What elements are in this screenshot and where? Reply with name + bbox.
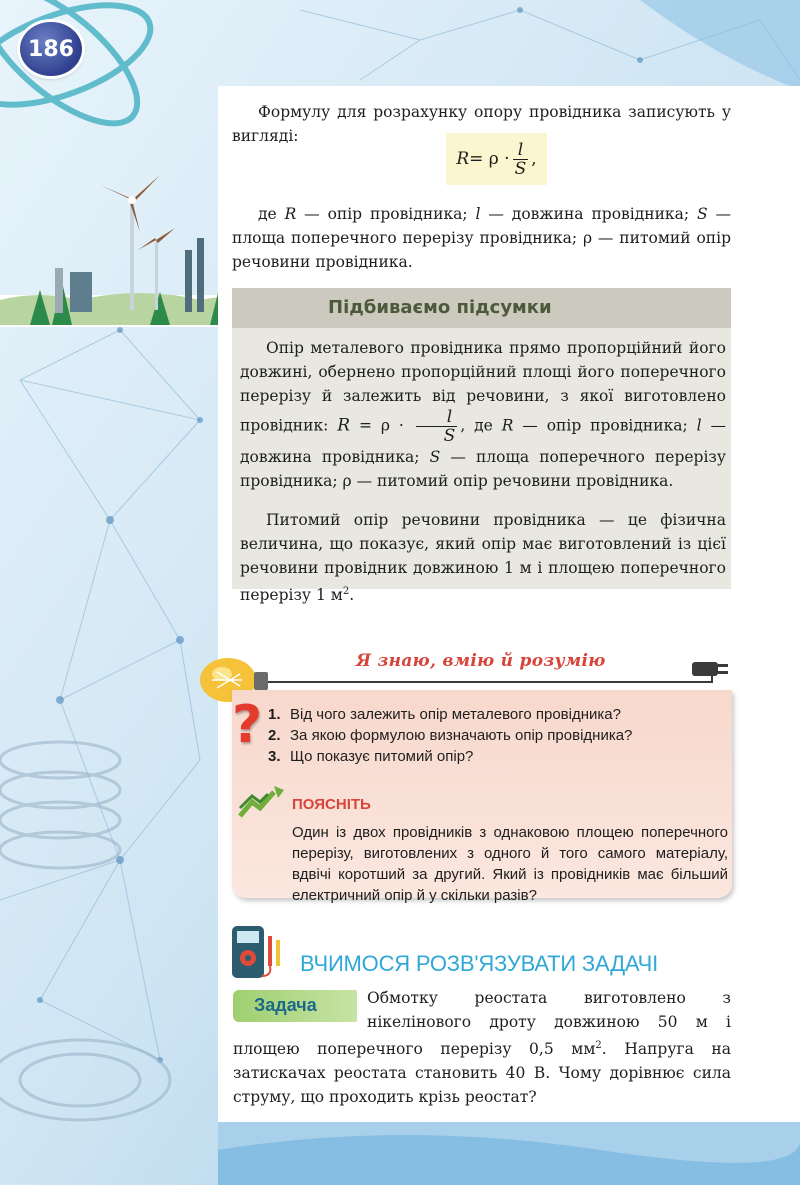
- summary-box: [232, 328, 731, 605]
- explain-text: Один із двох провідників з однаковою площею поперечного перерізу, виготовлених з одного й того самого матеріалу, вдвічі коротший за другий. Який із провідників має більший електричний опір й у скільки разів?: [292, 824, 728, 904]
- summary-formula-eq: = ρ ·: [350, 416, 413, 435]
- question-text: Що показує питомий опір?: [290, 748, 474, 765]
- summary-formula-numerator: l: [446, 407, 453, 427]
- question-mark-icon: ?: [232, 695, 263, 755]
- plug-icon: [692, 662, 728, 676]
- def-var-l: l: [475, 205, 481, 223]
- summary-header: [232, 288, 731, 328]
- summary-formula-denominator: S: [416, 426, 458, 445]
- def-var-r: R: [284, 205, 297, 223]
- summary-var-l: l: [696, 416, 702, 435]
- formula-definitions: [232, 202, 731, 274]
- page-number: 186: [20, 22, 82, 76]
- summary-sup: 2: [342, 586, 350, 597]
- multimeter-icon: [232, 926, 290, 978]
- task-label: Задача: [233, 990, 357, 1022]
- question-text: За якою формулою визначають опір провідника?: [290, 727, 633, 744]
- summary-text: , де: [460, 416, 502, 435]
- summary-formula-lhs: R: [337, 415, 351, 436]
- list-item: [268, 725, 632, 746]
- def-part: — опір провідника;: [296, 205, 476, 223]
- task-text-part: . Напруга на затискачах реостата становить 40 В. Чому дорівнює сила струму, що проходить крізь реостат?: [233, 1040, 731, 1107]
- question-text: Від чого залежить опір металевого провідника?: [290, 706, 621, 723]
- question-number: 1.: [268, 706, 281, 723]
- summary-text: Опір металевого провідника прямо пропорційний його довжині, обернено пропорційний площі його поперечного перерізу й залежить від речовини, з якої виготовлено провідник:: [240, 339, 726, 435]
- summary-var-s: S: [429, 448, 441, 466]
- summary-title: Підбиваємо підсумки: [328, 297, 552, 318]
- summary-text: Питомий опір речовини провідника — це фізична величина, що показує, який опір має виготовлений із цієї речовини провідник довжиною 1 м і площею поперечного перерізу 1 м: [240, 511, 726, 605]
- summary-paragraph-2: [240, 508, 726, 607]
- task-text: [233, 986, 731, 1109]
- explain-arrows-icon: [238, 786, 286, 820]
- formula-lhs: R: [456, 149, 470, 169]
- formula-fraction: [513, 141, 529, 178]
- task-text-part: Обмотку реостата виготовлено з нікелінового дроту довжиною 50 м і площею поперечного перерізу 0,5 мм: [233, 989, 731, 1059]
- formula-tail: ,: [531, 149, 537, 169]
- question-list: [268, 704, 632, 767]
- question-number: 2.: [268, 727, 281, 744]
- task-sup: 2: [595, 1040, 602, 1051]
- summary-text: — довжина провідника;: [240, 416, 726, 466]
- resistance-formula: [446, 133, 547, 185]
- list-item: [268, 746, 632, 767]
- summary-var-r: R: [501, 416, 514, 435]
- summary-formula-fraction: [416, 408, 458, 445]
- list-item: [268, 704, 632, 725]
- task-label-spacer: [233, 986, 367, 1026]
- formula-denominator: S: [514, 158, 527, 179]
- formula-numerator: l: [517, 139, 524, 160]
- solve-section-title: ВЧИМОСЯ РОЗВ'ЯЗУВАТИ ЗАДАЧІ: [300, 951, 659, 976]
- summary-text: — площа поперечного перерізу провідника; ρ — питомий опір речовини провідника.: [240, 448, 726, 490]
- def-part: — довжина провідника;: [480, 205, 697, 223]
- summary-text: — опір провідника;: [513, 416, 697, 435]
- question-number: 3.: [268, 748, 281, 765]
- formula-eq: = ρ ·: [469, 149, 510, 169]
- formula-intro-text: Формулу для розрахунку опору провідника записують у вигляді:: [232, 103, 731, 145]
- explain-title: ПОЯСНІТЬ: [292, 796, 371, 813]
- def-part: де: [258, 205, 285, 223]
- summary-text: .: [349, 586, 355, 605]
- def-var-s: S: [696, 205, 708, 223]
- knowledge-title: Я знаю, вмію й розумію: [356, 651, 606, 671]
- summary-paragraph-1: [240, 336, 726, 493]
- def-part: — площа поперечного перерізу провідника; ρ — питомий опір речовини провідника.: [232, 205, 731, 271]
